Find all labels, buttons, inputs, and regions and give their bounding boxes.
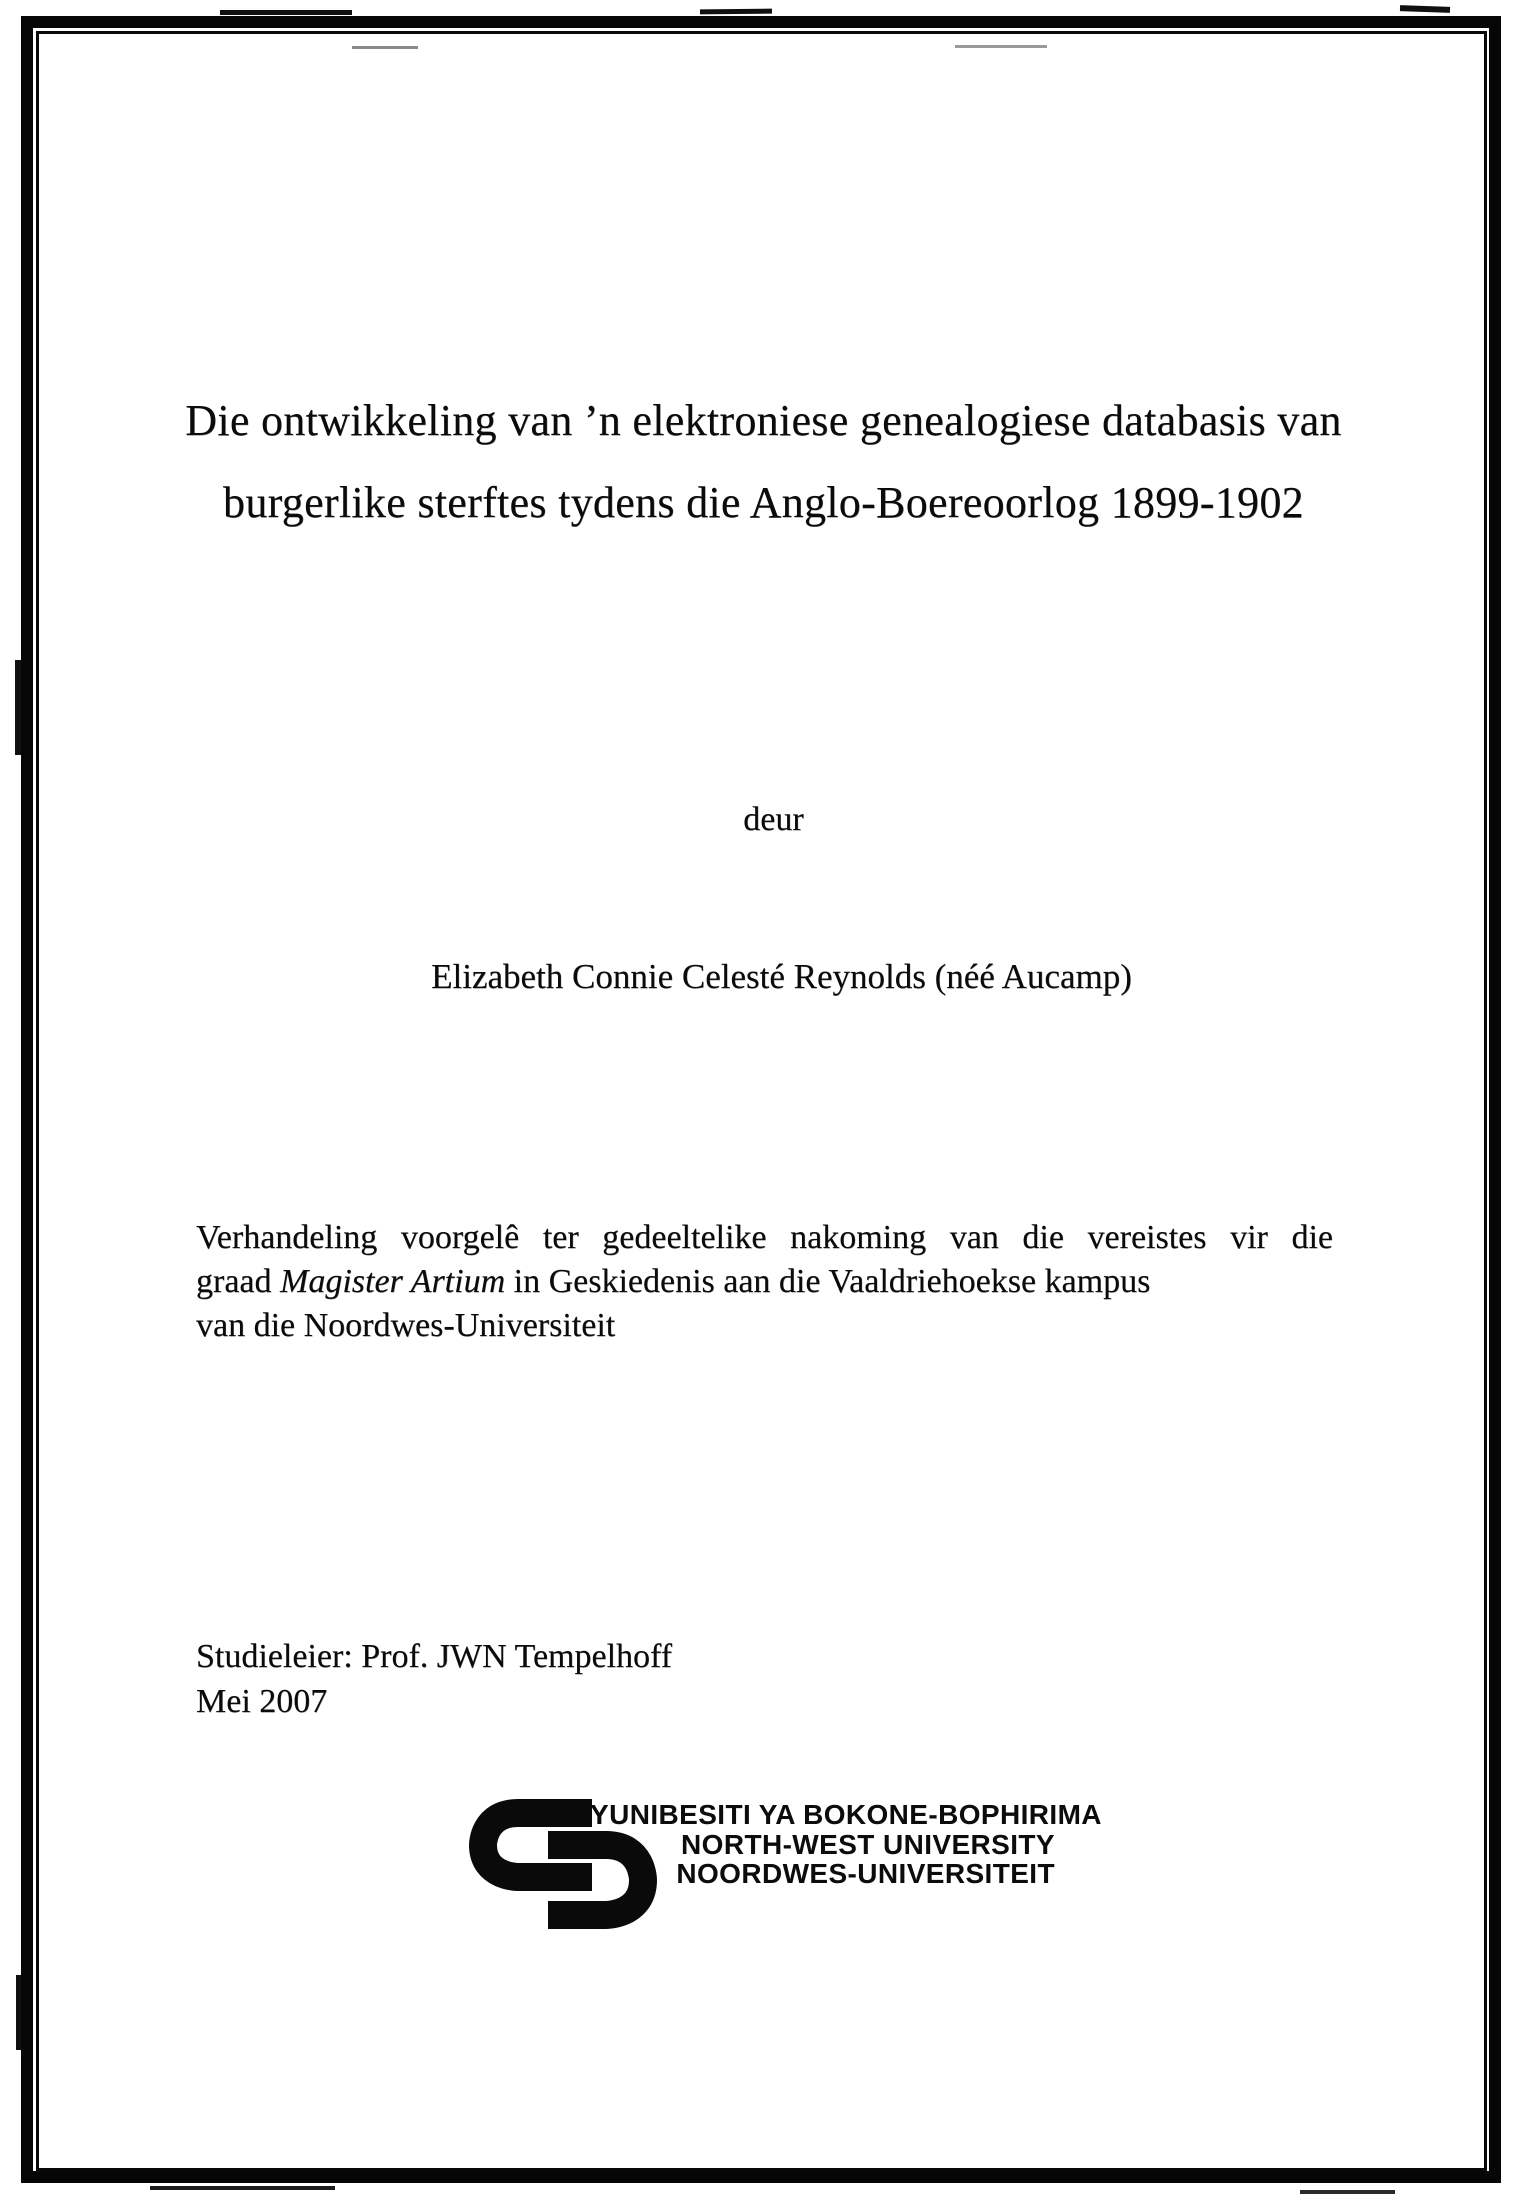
author-name: Elizabeth Connie Celesté Reynolds (néé Aucamp) xyxy=(431,957,1132,996)
thesis-title-line-2: burgerlike sterftes tydens die Anglo-Boereoorlog 1899-1902 xyxy=(223,478,1304,527)
logo-line-afrikaans: NOORDWES-UNIVERSITEIT xyxy=(676,1858,1055,1889)
logo-line-setswana: YUNIBESITI YA BOKONE-BOPHIRIMA xyxy=(590,1799,1102,1830)
degree-declaration xyxy=(196,1216,1333,1348)
supervisor-line: Studieleier: Prof. JWN Tempelhoff xyxy=(196,1638,673,1675)
thesis-title xyxy=(0,380,1527,544)
declaration-line-2 xyxy=(196,1260,1333,1304)
scan-artifact xyxy=(220,10,352,15)
scan-artifact xyxy=(150,2186,335,2190)
date-line: Mei 2007 xyxy=(196,1683,328,1720)
declaration-line-2-suffix: in Geskiedenis aan die Vaaldriehoekse kampus xyxy=(505,1263,1151,1300)
supervisor-block xyxy=(196,1634,1096,1724)
scan-artifact xyxy=(700,9,772,15)
byline-label: deur xyxy=(743,801,804,838)
university-logo-wordmark xyxy=(590,1799,1102,1889)
declaration-line-2-prefix: graad xyxy=(196,1263,281,1300)
declaration-line-1: Verhandeling voorgelê ter gedeeltelike nakoming van die vereistes vir die xyxy=(196,1219,1333,1256)
thesis-title-line-1: Die ontwikkeling van ’n elektroniese genealogiese databasis van xyxy=(185,396,1342,445)
degree-name-italic: Magister Artium xyxy=(280,1263,506,1300)
scan-artifact xyxy=(1400,5,1450,13)
scan-artifact xyxy=(1300,2190,1395,2194)
declaration-line-3: van die Noordwes-Universiteit xyxy=(196,1307,616,1344)
logo-line-english: NORTH-WEST UNIVERSITY xyxy=(681,1828,1055,1860)
